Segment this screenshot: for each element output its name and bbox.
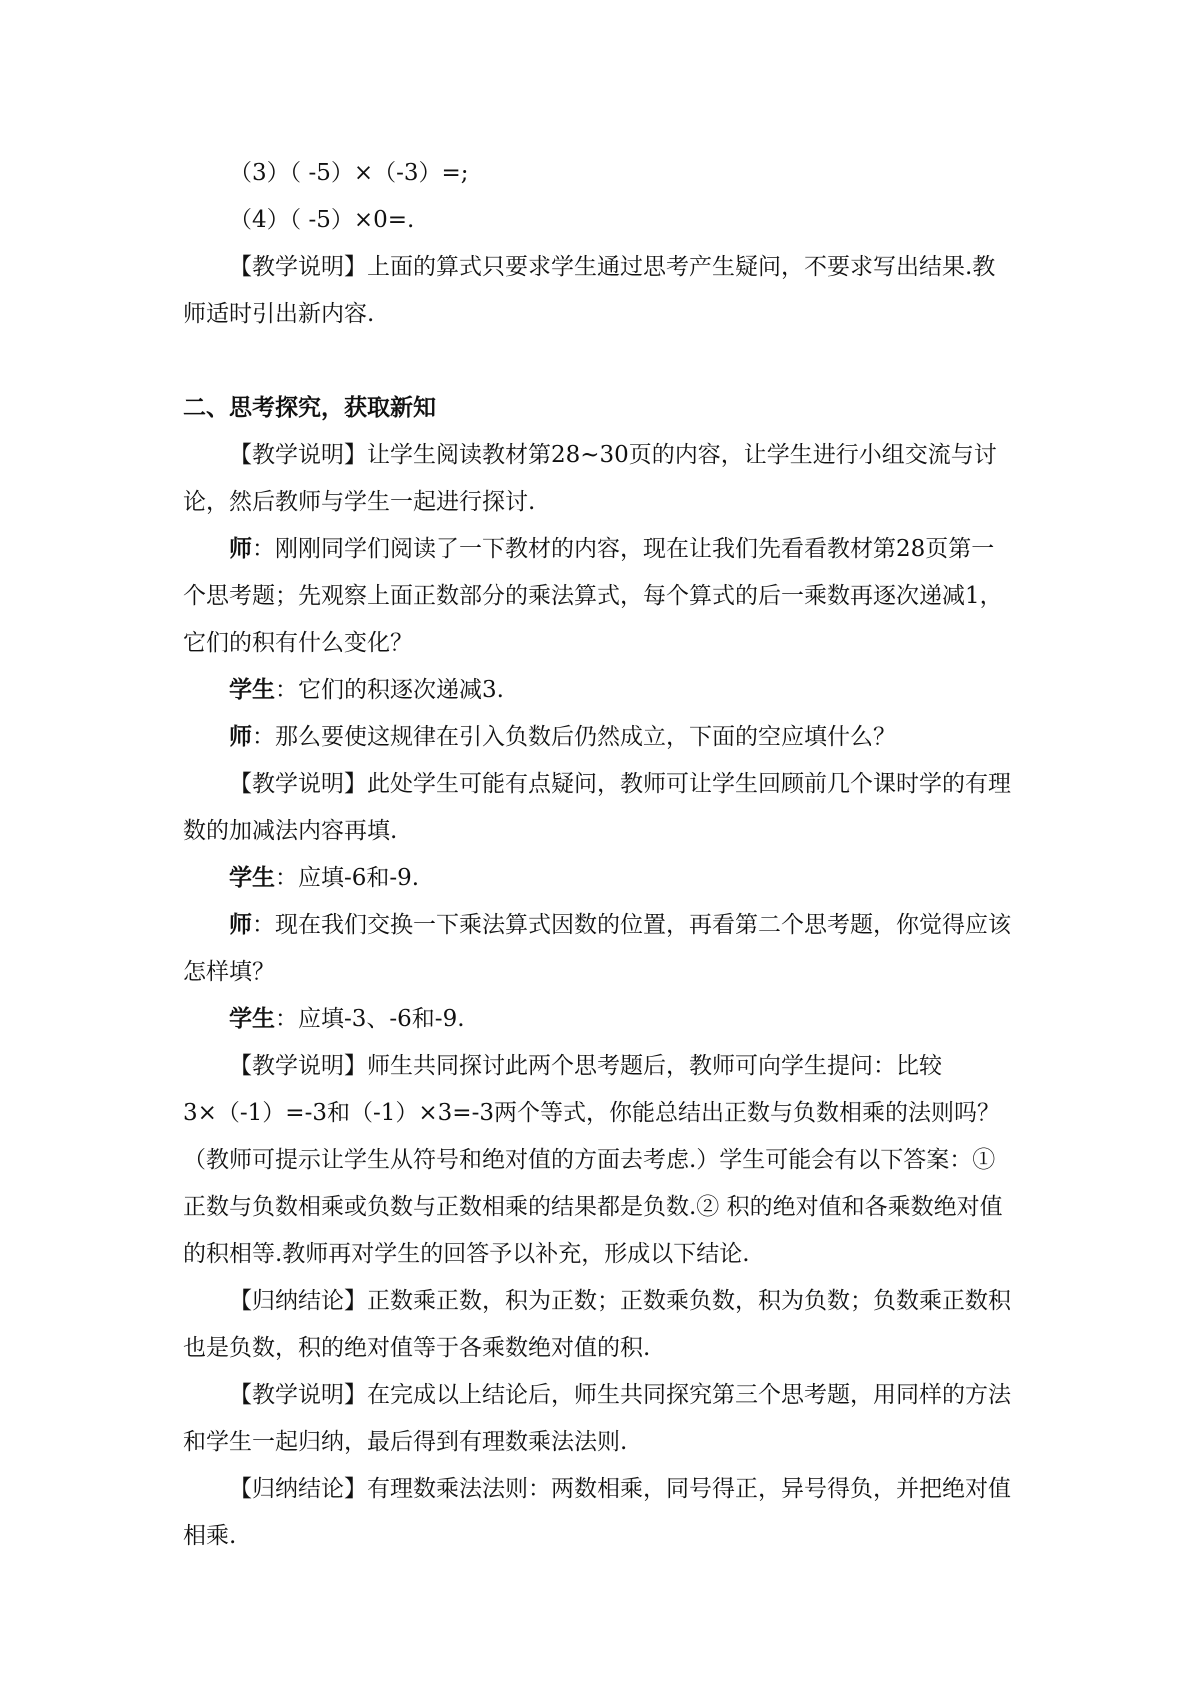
dialogue-student-3	[183, 996, 1013, 1043]
tag-label: 【教学说明】	[229, 771, 367, 797]
tag-label: 【教学说明】	[229, 254, 367, 280]
speaker-label: 学生	[229, 677, 275, 703]
tag-label: 【归纳结论】	[229, 1476, 367, 1502]
paragraph-conclusion-2	[183, 1466, 1013, 1560]
tag-label: 【归纳结论】	[229, 1288, 367, 1314]
paragraph-teaching-note-4-line1	[183, 1043, 1013, 1090]
speaker-label: 学生	[229, 865, 275, 891]
speaker-label: 师	[229, 724, 252, 750]
section-heading: 二、思考探究，获取新知	[183, 395, 436, 421]
dialogue-teacher-1	[183, 526, 1013, 667]
dialogue-text: ：应填-3、-6和-9.	[275, 1006, 465, 1032]
paragraph-teaching-note-4-rest: 3×（-1）=-3和（-1）×3=-3两个等式，你能总结出正数与负数相乘的法则吗？（教师可提示让学生从符号和绝对值的方面去考虑.）学生可能会有以下答案：①正数与负数相乘或负数与正数相乘的结果都是负数.② 积的绝对值和各乘数绝对值的积相等.教师再对学生的回答予以补充，形成以下结论.	[183, 1100, 1003, 1267]
paragraph-teaching-note-2	[183, 432, 1013, 526]
paragraph-teaching-note-1	[183, 244, 1013, 338]
speaker-label: 师	[229, 536, 252, 562]
paragraph-text: 上面的算式只要求学生通过思考产生疑问，不要求写出结果.教师适时引出新内容.	[183, 254, 996, 327]
dialogue-student-1	[183, 667, 1013, 714]
tag-label: 【教学说明】	[229, 1382, 367, 1408]
paragraph-text: 在完成以上结论后，师生共同探究第三个思考题，用同样的方法和学生一起归纳，最后得到有理数乘法法则.	[183, 1382, 1011, 1455]
paragraph-teaching-note-3	[183, 761, 1013, 855]
question-3: （3）（ -5）×（-3）=;	[229, 160, 469, 186]
dialogue-text: ：刚刚同学们阅读了一下教材的内容，现在让我们先看看教材第28页第一个思考题；先观察上面正数部分的乘法算式，每个算式的后一乘数再逐次递减1，它们的积有什么变化？	[183, 536, 1003, 656]
paragraph-text: 师生共同探讨此两个思考题后，教师可向学生提问：比较	[367, 1053, 942, 1079]
paragraph-conclusion-1	[183, 1278, 1013, 1372]
paragraph-text: 有理数乘法法则：两数相乘，同号得正，异号得负，并把绝对值相乘.	[183, 1476, 1011, 1549]
paragraph-text: 让学生阅读教材第28~30页的内容，让学生进行小组交流与讨论，然后教师与学生一起进行探讨.	[183, 442, 997, 515]
dialogue-teacher-3	[183, 902, 1013, 996]
dialogue-text: ：那么要使这规律在引入负数后仍然成立，下面的空应填什么？	[252, 724, 896, 750]
dialogue-teacher-2	[183, 714, 1013, 761]
paragraph-text: 正数乘正数，积为正数；正数乘负数，积为负数；负数乘正数积也是负数，积的绝对值等于各乘数绝对值的积.	[183, 1288, 1011, 1361]
document-page	[183, 150, 1013, 1560]
tag-label: 【教学说明】	[229, 442, 367, 468]
dialogue-text: ：应填-6和-9.	[275, 865, 420, 891]
paragraph-text: 此处学生可能有点疑问，教师可让学生回顾前几个课时学的有理数的加减法内容再填.	[183, 771, 1011, 844]
question-4: （4）（ -5）×0=.	[229, 207, 415, 233]
dialogue-student-2	[183, 855, 1013, 902]
tag-label: 【教学说明】	[229, 1053, 367, 1079]
speaker-label: 学生	[229, 1006, 275, 1032]
paragraph-teaching-note-5	[183, 1372, 1013, 1466]
speaker-label: 师	[229, 912, 252, 938]
dialogue-text: ：它们的积逐次递减3.	[275, 677, 504, 703]
dialogue-text: ：现在我们交换一下乘法算式因数的位置，再看第二个思考题，你觉得应该怎样填？	[183, 912, 1011, 985]
